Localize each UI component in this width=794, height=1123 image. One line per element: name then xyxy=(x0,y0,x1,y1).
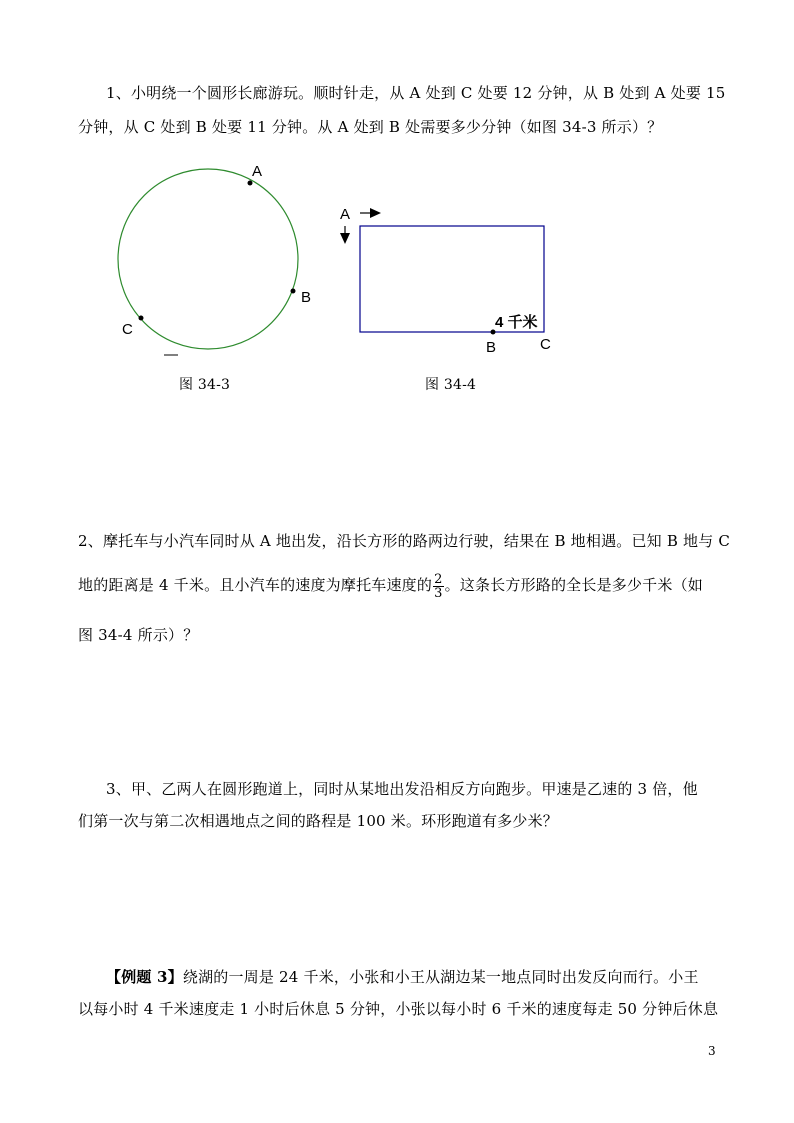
point-b-label: B xyxy=(301,289,312,306)
problem3-line1: 3、甲、乙两人在圆形跑道上，同时从某地出发沿相反方向跑步。甲速是乙速的 3 倍，他 xyxy=(106,780,698,798)
example3-tag: 【例题 3】 xyxy=(106,968,183,986)
point-a-label: A xyxy=(252,163,263,180)
problem2-line2-before: 地的距离是 4 千米。且小汽车的速度为摩托车速度的 xyxy=(78,576,433,594)
fraction-numerator: 2 xyxy=(434,571,443,587)
point-c-label: C xyxy=(122,321,133,338)
circle-corridor xyxy=(118,169,298,349)
point-a-label: A xyxy=(340,206,351,223)
point-a-dot xyxy=(248,181,253,186)
arrow-down-icon xyxy=(340,226,350,244)
figure-34-4 xyxy=(330,198,570,358)
example3-line2: 以每小时 4 千米速度走 1 小时后休息 5 分钟，小张以每小时 6 千米的速度每走 50 分钟后休息 xyxy=(78,1000,719,1018)
example3-line1-rest: 绕湖的一周是 24 千米，小张和小王从湖边某一地点同时出发反向而行。小王 xyxy=(182,968,699,986)
fraction-denominator: 3 xyxy=(434,585,443,601)
fraction-two-thirds xyxy=(433,573,443,600)
arrow-right-icon xyxy=(360,208,381,218)
figure-34-4-caption: 图 34-4 xyxy=(425,377,477,393)
page-number: 3 xyxy=(708,1044,716,1058)
problem2-line1: 2、摩托车与小汽车同时从 A 地出发，沿长方形的路两边行驶，结果在 B 地相遇。已知 B 地与 C xyxy=(78,532,731,550)
point-c-label: C xyxy=(540,336,551,353)
point-c-dot xyxy=(139,316,144,321)
problem3-line2: 们第一次与第二次相遇地点之间的路程是 100 米。环形跑道有多少米？ xyxy=(78,812,558,830)
problem1-line1: 1、小明绕一个圆形长廊游玩。顺时针走，从 A 处到 C 处要 12 分钟，从 B 处到 A 处要 15 xyxy=(106,84,726,102)
example3-line1 xyxy=(106,966,699,987)
problem1-line2: 分钟，从 C 处到 B 处要 11 分钟。从 A 处到 B 处需要多少分钟（如图 34-3 所示）？ xyxy=(78,118,663,136)
figure-34-3 xyxy=(100,155,320,365)
figure-34-3-caption: 图 34-3 xyxy=(179,377,231,393)
distance-label: 4 千米 xyxy=(495,314,538,331)
point-b-dot xyxy=(291,289,296,294)
problem2-line2-after: 。这条长方形路的全长是多少千米（如 xyxy=(444,576,703,594)
problem2-line2 xyxy=(78,568,703,602)
problem2-line3: 图 34-4 所示）？ xyxy=(78,626,199,644)
point-b-label: B xyxy=(486,339,497,356)
